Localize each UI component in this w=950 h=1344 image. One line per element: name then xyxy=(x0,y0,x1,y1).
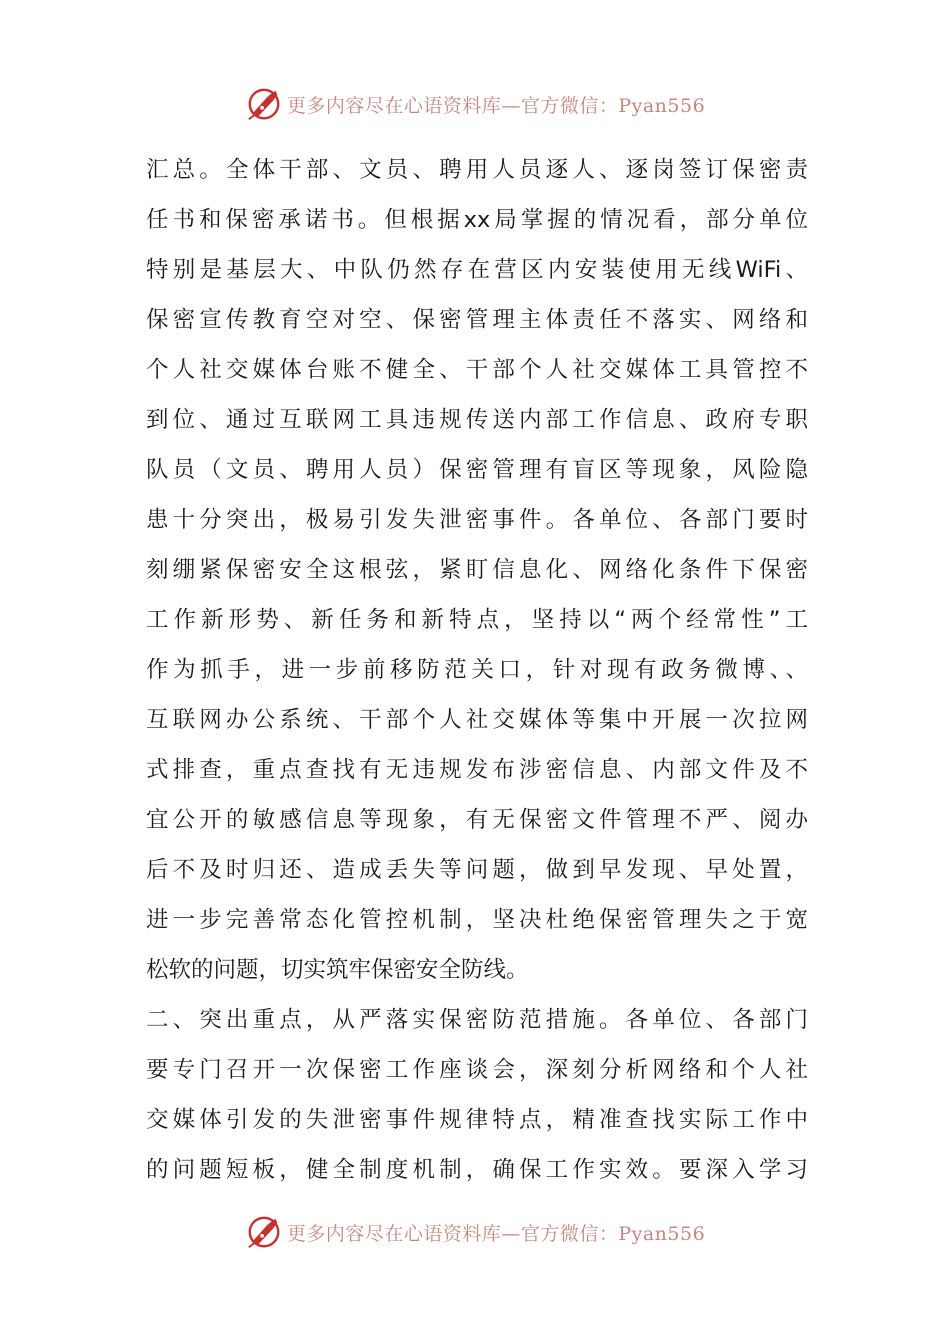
body-line: 二、突出重点，从严落实保密防范措施。各单位、各部门 xyxy=(146,1007,808,1033)
body-line: 交媒体引发的失泄密事件规律特点，精准查找实际工作中 xyxy=(146,1107,808,1133)
footer-banner-text: 更多内容尽在心语资料库—官方微信：Pyan556 xyxy=(286,1222,706,1245)
body-line: 刻绷紧保密安全这根弦，紧盯信息化、网络化条件下保密 xyxy=(146,557,808,583)
body-line: 互联网办公系统、干部个人社交媒体等集中开展一次拉网 xyxy=(146,707,808,733)
body-line: 任书和保密承诺书。但根据xx局掌握的情况看，部分单位 xyxy=(146,207,808,233)
body-line: 队员（文员、聘用人员）保密管理有盲区等现象，风险隐 xyxy=(146,457,808,483)
header-banner-text: 更多内容尽在心语资料库—官方微信：Pyan556 xyxy=(286,94,706,117)
body-line: 的问题短板，健全制度机制，确保工作实效。要深入学习 xyxy=(146,1157,808,1183)
body-line: 到位、通过互联网工具违规传送内部工作信息、政府专职 xyxy=(146,407,808,433)
pen-nib-circle-icon xyxy=(245,1213,283,1251)
body-line: 保密宣传教育空对空、保密管理主体责任不落实、网络和 xyxy=(146,307,808,333)
body-line: 宜公开的敏感信息等现象，有无保密文件管理不严、阅办 xyxy=(146,807,808,833)
pen-nib-circle-icon xyxy=(245,85,283,123)
footer-banner xyxy=(0,1212,950,1252)
body-line: 要专门召开一次保密工作座谈会，深刻分析网络和个人社 xyxy=(146,1057,808,1083)
document-body xyxy=(146,145,808,1195)
body-line: 汇总。全体干部、文员、聘用人员逐人、逐岗签订保密责 xyxy=(146,157,808,183)
body-line: 式排查，重点查找有无违规发布涉密信息、内部文件及不 xyxy=(146,757,808,783)
body-line: 患十分突出，极易引发失泄密事件。各单位、各部门要时 xyxy=(146,507,808,533)
body-line: 后不及时归还、造成丢失等问题，做到早发现、早处置， xyxy=(146,857,808,883)
body-line: 工作新形势、新任务和新特点，坚持以“两个经常性”工 xyxy=(146,607,808,633)
body-line: 个人社交媒体台账不健全、干部个人社交媒体工具管控不 xyxy=(146,357,808,383)
body-line: 进一步完善常态化管控机制，坚决杜绝保密管理失之于宽 xyxy=(146,907,808,933)
body-line: 松软的问题，切实筑牢保密安全防线。 xyxy=(146,957,529,983)
body-line: 特别是基层大、中队仍然存在营区内安装使用无线WiFi、 xyxy=(146,257,808,283)
body-line: 作为抓手，进一步前移防范关口，针对现有政务微博、、 xyxy=(146,657,808,683)
header-banner xyxy=(0,84,950,124)
